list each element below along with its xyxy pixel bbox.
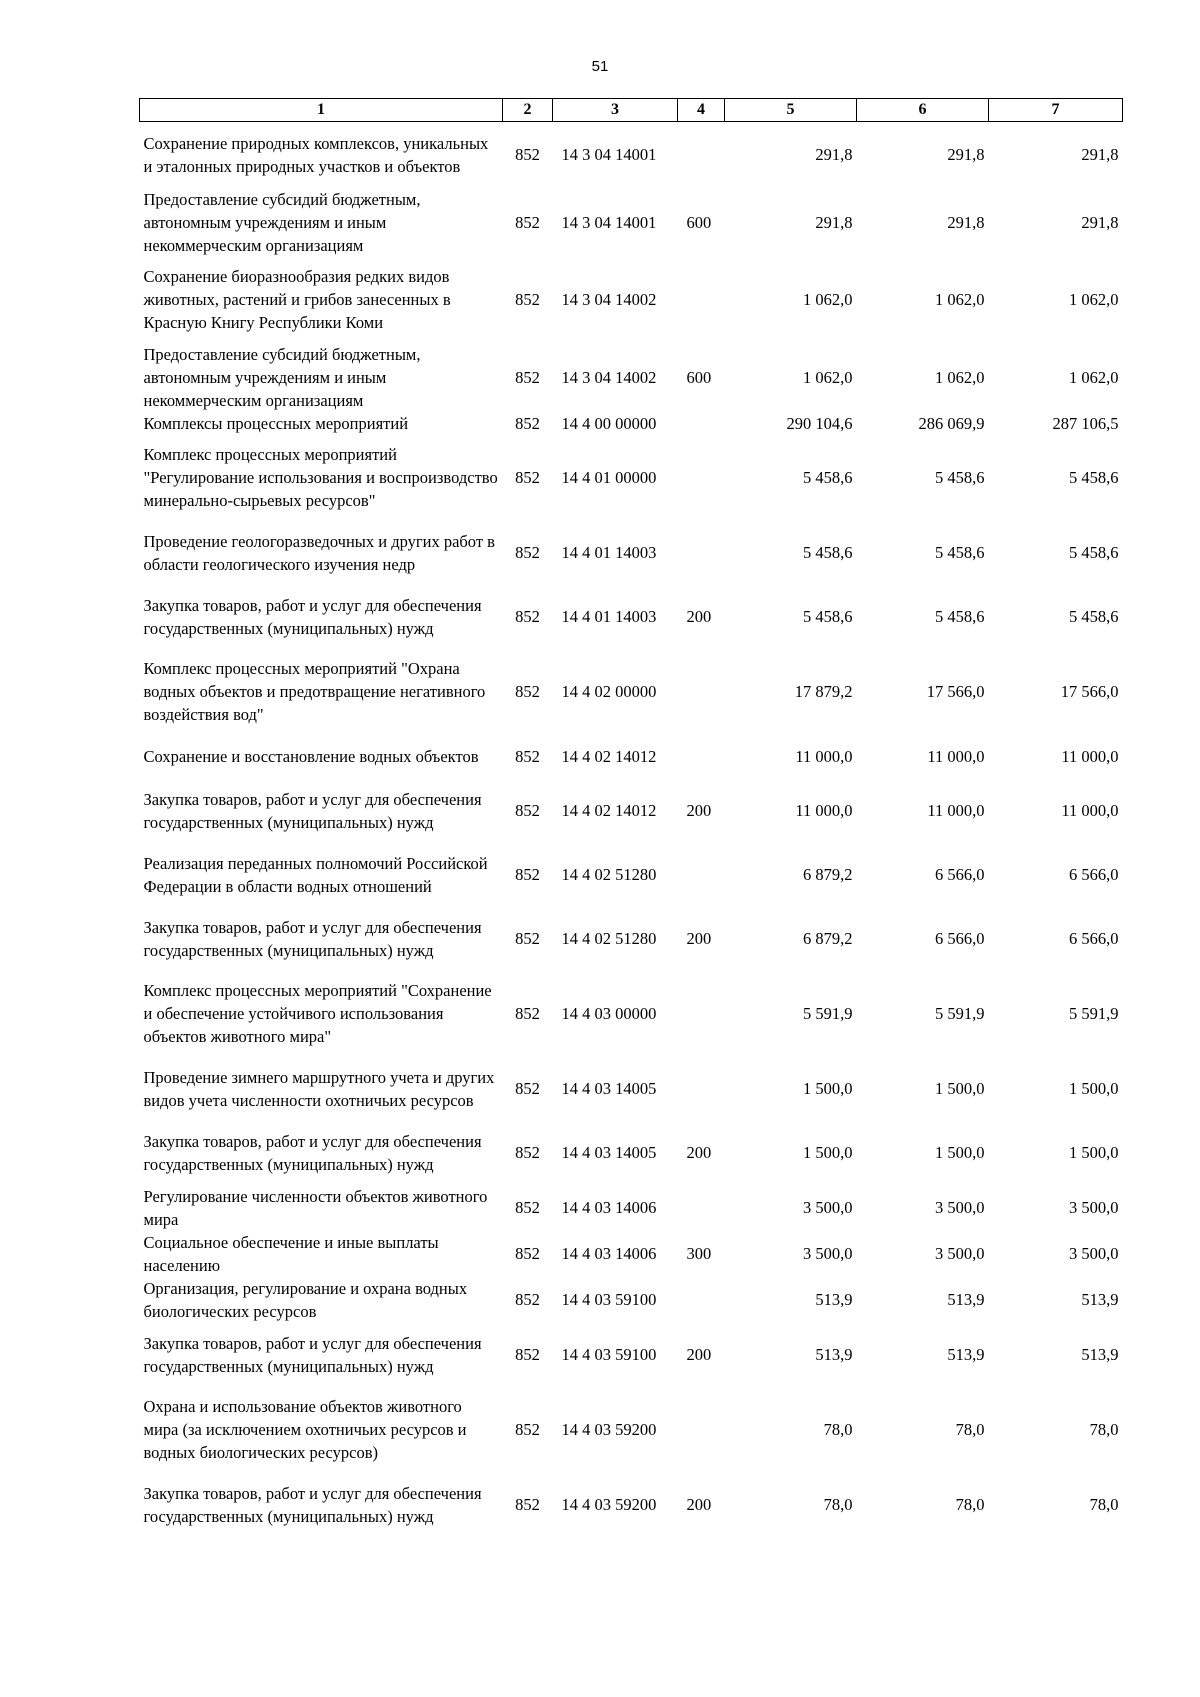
cell-target-article: 14 4 02 14012: [561, 747, 657, 766]
cell-ministry-code: 852: [515, 1004, 540, 1023]
cell-amount-col7: 5 458,6: [1069, 607, 1119, 626]
cell-amount-col5: 1 062,0: [803, 290, 853, 309]
cell-target-article: 14 4 03 14005: [561, 1079, 657, 1098]
cell-amount-col7: 17 566,0: [1060, 682, 1119, 701]
cell-ministry-code: 852: [515, 212, 540, 232]
cell-amount-col7: 6 566,0: [1069, 929, 1119, 948]
cell-amount-col6: 5 458,6: [935, 543, 985, 562]
cell-expense-type: 600: [686, 367, 712, 387]
cell-amount-col7: 1 062,0: [1069, 290, 1119, 309]
table-header: [140, 99, 1123, 122]
cell-amount-col5: 1 062,0: [803, 367, 853, 387]
cell-expense-type: 200: [686, 1143, 712, 1162]
table-row: [140, 1121, 1123, 1185]
cell-target-article: 14 4 01 14003: [561, 543, 657, 562]
cell-amount-col6: 1 062,0: [935, 290, 985, 309]
cell-expense-type: [678, 521, 725, 585]
header-col-5: 5: [725, 99, 857, 122]
table-row: [140, 843, 1123, 907]
cell-target-article: 14 4 03 14006: [561, 1244, 657, 1263]
cell-amount-col6: 3 500,0: [935, 1244, 985, 1263]
cell-amount-col5: 11 000,0: [795, 747, 853, 766]
cell-name: Комплекс процессных мероприятий "Охрана водных объектов и предотвращение негативного воздействия вод": [143, 659, 486, 724]
cell-ministry-code: 852: [515, 1198, 540, 1217]
table-row: [140, 585, 1123, 649]
cell-target-article: 14 4 03 59100: [561, 1290, 657, 1309]
cell-ministry-code: 852: [515, 1143, 540, 1162]
table-row: [140, 1323, 1123, 1387]
cell-ministry-code: 852: [515, 1290, 540, 1309]
table-row: [140, 779, 1123, 843]
table-row: [140, 188, 1123, 257]
cell-amount-col7: 1 500,0: [1069, 1079, 1119, 1098]
cell-expense-type: [678, 257, 725, 343]
cell-ministry-code: 852: [515, 290, 540, 309]
cell-amount-col7: 11 000,0: [1061, 801, 1119, 820]
cell-name: Закупка товаров, работ и услуг для обеспечения государственных (муниципальных) нужд: [143, 917, 482, 960]
cell-amount-col5: 5 591,9: [803, 1004, 853, 1023]
cell-amount-col5: 291,8: [815, 145, 853, 165]
cell-amount-col5: 6 879,2: [803, 865, 853, 884]
table-row: [140, 1473, 1123, 1537]
table-row: [140, 735, 1123, 779]
cell-target-article: 14 4 03 14006: [561, 1198, 657, 1217]
cell-name: Комплекс процессных мероприятий "Сохранение и обеспечение устойчивого использования объектов животного мира": [143, 981, 492, 1046]
cell-name: Комплекс процессных мероприятий "Регулирование использования и воспроизводство минерально-сырьевых ресурсов": [143, 445, 498, 510]
cell-amount-col7: 5 458,6: [1069, 468, 1119, 487]
cell-ministry-code: 852: [515, 468, 540, 487]
cell-amount-col7: 513,9: [1081, 1345, 1119, 1364]
cell-amount-col6: 5 458,6: [935, 607, 985, 626]
cell-name: Закупка товаров, работ и услуг для обеспечения государственных (муниципальных) нужд: [143, 789, 482, 832]
cell-target-article: 14 4 02 00000: [561, 682, 657, 701]
page-number: 51: [591, 58, 609, 75]
table-row: [140, 1387, 1123, 1473]
cell-name: Закупка товаров, работ и услуг для обеспечения государственных (муниципальных) нужд: [143, 1333, 482, 1376]
table-row: [140, 649, 1123, 735]
cell-target-article: 14 4 01 00000: [561, 468, 657, 487]
cell-target-article: 14 4 00 00000: [561, 413, 657, 433]
cell-amount-col5: 78,0: [823, 1420, 853, 1439]
cell-name: Предоставление субсидий бюджетным, автономным учреждениям и иным некоммерческим организациям: [143, 189, 421, 255]
header-col-1: 1: [140, 99, 503, 122]
header-col-4: 4: [678, 99, 725, 122]
cell-amount-col7: 5 458,6: [1069, 543, 1119, 562]
cell-amount-col5: 11 000,0: [795, 801, 853, 820]
cell-expense-type: 200: [686, 929, 712, 948]
header-col-6: 6: [857, 99, 989, 122]
cell-ministry-code: 852: [515, 607, 540, 626]
cell-ministry-code: 852: [515, 747, 540, 766]
cell-amount-col5: 5 458,6: [803, 543, 853, 562]
cell-target-article: 14 4 03 59100: [561, 1345, 657, 1364]
cell-expense-type: [678, 1387, 725, 1473]
cell-expense-type: 200: [686, 607, 712, 626]
cell-target-article: 14 4 03 59200: [561, 1495, 657, 1514]
cell-amount-col7: 1 062,0: [1069, 367, 1119, 387]
table-row: [140, 1185, 1123, 1231]
cell-ministry-code: 852: [515, 543, 540, 562]
cell-target-article: 14 4 02 14012: [561, 801, 657, 820]
cell-ministry-code: 852: [515, 367, 540, 387]
table-row: [140, 435, 1123, 521]
cell-expense-type: 300: [686, 1244, 712, 1263]
cell-ministry-code: 852: [515, 413, 540, 433]
cell-name: Организация, регулирование и охрана водных биологических ресурсов: [143, 1278, 468, 1321]
cell-name: Реализация переданных полномочий Российской Федерации в области водных отношений: [143, 853, 488, 896]
cell-ministry-code: 852: [515, 682, 540, 701]
cell-amount-col6: 6 566,0: [935, 929, 985, 948]
header-col-7: 7: [989, 99, 1123, 122]
cell-amount-col6: 1 062,0: [935, 367, 985, 387]
cell-amount-col6: 11 000,0: [927, 747, 985, 766]
cell-ministry-code: 852: [515, 1495, 540, 1514]
table-row: [140, 343, 1123, 412]
cell-expense-type: [678, 735, 725, 779]
cell-target-article: 14 3 04 14002: [561, 290, 657, 309]
cell-amount-col5: 513,9: [815, 1345, 853, 1364]
cell-amount-col7: 3 500,0: [1069, 1198, 1119, 1217]
budget-table-container: [139, 98, 1122, 1537]
cell-target-article: 14 4 02 51280: [561, 929, 657, 948]
cell-amount-col6: 1 500,0: [935, 1143, 985, 1162]
cell-name: Проведение зимнего маршрутного учета и других видов учета численности охотничьих ресурсов: [143, 1067, 495, 1110]
cell-amount-col5: 5 458,6: [803, 607, 853, 626]
cell-expense-type: 600: [686, 212, 712, 232]
cell-ministry-code: 852: [515, 865, 540, 884]
cell-name: Предоставление субсидий бюджетным, автономным учреждениям и иным некоммерческим организациям: [143, 344, 421, 410]
cell-target-article: 14 4 03 00000: [561, 1004, 657, 1023]
cell-expense-type: 200: [686, 1495, 712, 1514]
cell-ministry-code: 852: [515, 929, 540, 948]
header-row: [140, 99, 1123, 122]
cell-amount-col7: 78,0: [1089, 1495, 1119, 1514]
cell-amount-col6: 513,9: [947, 1290, 985, 1309]
table-row: [140, 907, 1123, 971]
cell-expense-type: [678, 1277, 725, 1323]
cell-expense-type: [678, 1185, 725, 1231]
table-row: [140, 1277, 1123, 1323]
cell-name: Сохранение биоразнообразия редких видов животных, растений и грибов занесенных в Красную Книгу Республики Коми: [143, 267, 451, 332]
cell-amount-col7: 291,8: [1081, 145, 1119, 165]
cell-amount-col6: 6 566,0: [935, 865, 985, 884]
cell-amount-col5: 6 879,2: [803, 929, 853, 948]
cell-amount-col6: 3 500,0: [935, 1198, 985, 1217]
table-row: [140, 521, 1123, 585]
cell-amount-col6: 17 566,0: [926, 682, 985, 701]
cell-target-article: 14 4 03 14005: [561, 1143, 657, 1162]
cell-name: Закупка товаров, работ и услуг для обеспечения государственных (муниципальных) нужд: [143, 1131, 482, 1174]
cell-expense-type: [678, 1057, 725, 1121]
cell-name: Регулирование численности объектов животного мира: [143, 1186, 488, 1229]
cell-amount-col5: 291,8: [815, 212, 853, 232]
cell-ministry-code: 852: [515, 1420, 540, 1439]
cell-amount-col7: 78,0: [1089, 1420, 1119, 1439]
cell-name: Проведение геологоразведочных и других работ в области геологического изучения недр: [143, 531, 495, 574]
cell-amount-col5: 3 500,0: [803, 1198, 853, 1217]
budget-table: [139, 98, 1123, 1537]
header-col-2: 2: [503, 99, 553, 122]
cell-amount-col5: 78,0: [823, 1495, 853, 1514]
cell-expense-type: [678, 435, 725, 521]
cell-amount-col7: 291,8: [1081, 212, 1119, 232]
cell-amount-col7: 3 500,0: [1069, 1244, 1119, 1263]
cell-amount-col7: 1 500,0: [1069, 1143, 1119, 1162]
cell-expense-type: [678, 412, 725, 435]
table-row: [140, 1057, 1123, 1121]
cell-target-article: 14 3 04 14002: [561, 367, 657, 387]
cell-target-article: 14 4 02 51280: [561, 865, 657, 884]
cell-amount-col7: 6 566,0: [1069, 865, 1119, 884]
cell-target-article: 14 3 04 14001: [561, 145, 657, 165]
cell-amount-col6: 1 500,0: [935, 1079, 985, 1098]
header-col-3: 3: [553, 99, 678, 122]
cell-amount-col5: 290 104,6: [786, 413, 853, 433]
cell-amount-col6: 11 000,0: [927, 801, 985, 820]
cell-amount-col7: 287 106,5: [1052, 413, 1119, 433]
cell-expense-type: 200: [686, 1345, 712, 1364]
cell-amount-col5: 17 879,2: [794, 682, 853, 701]
cell-amount-col6: 78,0: [955, 1420, 985, 1439]
table-row: [140, 412, 1123, 435]
cell-expense-type: [678, 843, 725, 907]
table-row: [140, 1231, 1123, 1277]
cell-name: Закупка товаров, работ и услуг для обеспечения государственных (муниципальных) нужд: [143, 595, 482, 638]
cell-amount-col5: 3 500,0: [803, 1244, 853, 1263]
cell-expense-type: [678, 122, 725, 188]
cell-amount-col5: 513,9: [815, 1290, 853, 1309]
cell-amount-col6: 286 069,9: [918, 413, 985, 433]
cell-expense-type: [678, 971, 725, 1057]
cell-amount-col5: 1 500,0: [803, 1143, 853, 1162]
cell-amount-col6: 513,9: [947, 1345, 985, 1364]
cell-expense-type: [678, 649, 725, 735]
cell-name: Сохранение природных комплексов, уникальных и эталонных природных участков и объектов: [143, 133, 489, 176]
table-row: [140, 971, 1123, 1057]
cell-ministry-code: 852: [515, 1079, 540, 1098]
cell-name: Закупка товаров, работ и услуг для обеспечения государственных (муниципальных) нужд: [143, 1483, 482, 1526]
cell-ministry-code: 852: [515, 1345, 540, 1364]
cell-name: Охрана и использование объектов животного мира (за исключением охотничьих ресурсов и водных биологических ресурсов): [143, 1397, 467, 1462]
cell-name: Социальное обеспечение и иные выплаты населению: [143, 1232, 439, 1275]
cell-ministry-code: 852: [515, 801, 540, 820]
cell-ministry-code: 852: [515, 145, 540, 165]
cell-amount-col6: 5 591,9: [935, 1004, 985, 1023]
table-row: [140, 257, 1123, 343]
cell-target-article: 14 4 01 14003: [561, 607, 657, 626]
cell-target-article: 14 3 04 14001: [561, 212, 657, 232]
cell-amount-col5: 5 458,6: [803, 468, 853, 487]
cell-amount-col6: 78,0: [955, 1495, 985, 1514]
cell-amount-col7: 11 000,0: [1061, 747, 1119, 766]
table-body: [140, 122, 1123, 1537]
cell-amount-col6: 291,8: [947, 145, 985, 165]
cell-name: Сохранение и восстановление водных объектов: [143, 747, 479, 766]
cell-name: Комплексы процессных мероприятий: [143, 413, 409, 433]
cell-amount-col7: 513,9: [1081, 1290, 1119, 1309]
cell-amount-col6: 291,8: [947, 212, 985, 232]
table-row: [140, 122, 1123, 188]
cell-amount-col7: 5 591,9: [1069, 1004, 1119, 1023]
cell-amount-col6: 5 458,6: [935, 468, 985, 487]
cell-ministry-code: 852: [515, 1244, 540, 1263]
cell-amount-col5: 1 500,0: [803, 1079, 853, 1098]
cell-expense-type: 200: [686, 801, 712, 820]
cell-target-article: 14 4 03 59200: [561, 1420, 657, 1439]
